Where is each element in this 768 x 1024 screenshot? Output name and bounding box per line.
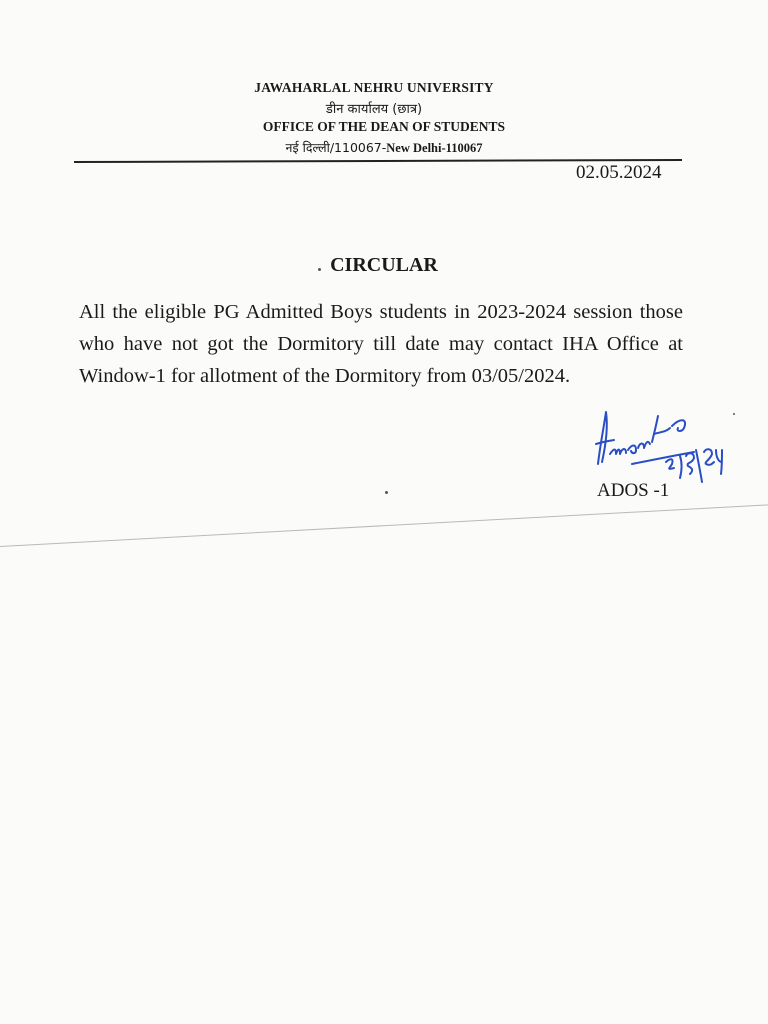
scan-page-edge: [0, 503, 768, 547]
office-name-hindi: डीन कार्यालय (छात्र): [325, 102, 423, 117]
office-name: OFFICE OF THE DEAN OF STUDENTS: [262, 119, 506, 134]
scan-speck: [733, 413, 735, 415]
circular-title: CIRCULAR: [330, 254, 438, 276]
university-name: JAWAHARLAL NEHRU UNIVERSITY: [254, 80, 494, 95]
office-address-english: New Delhi-110067: [386, 141, 483, 155]
circular-body: All the eligible PG Admitted Boys students in 2023-2024 session those who have not got the Dormitory till date may contact IHA Office at Window-1 for allotment of the Dormitory from 03/05/2024.: [79, 301, 683, 387]
signatory-designation: ADOS -1: [597, 480, 670, 501]
office-address: [0, 139, 768, 156]
scan-speck: [385, 491, 388, 494]
circular-date: 02.05.2024: [576, 162, 662, 183]
scan-speck: [318, 268, 321, 271]
office-address-hindi: नई दिल्ली/110067-: [285, 140, 387, 155]
